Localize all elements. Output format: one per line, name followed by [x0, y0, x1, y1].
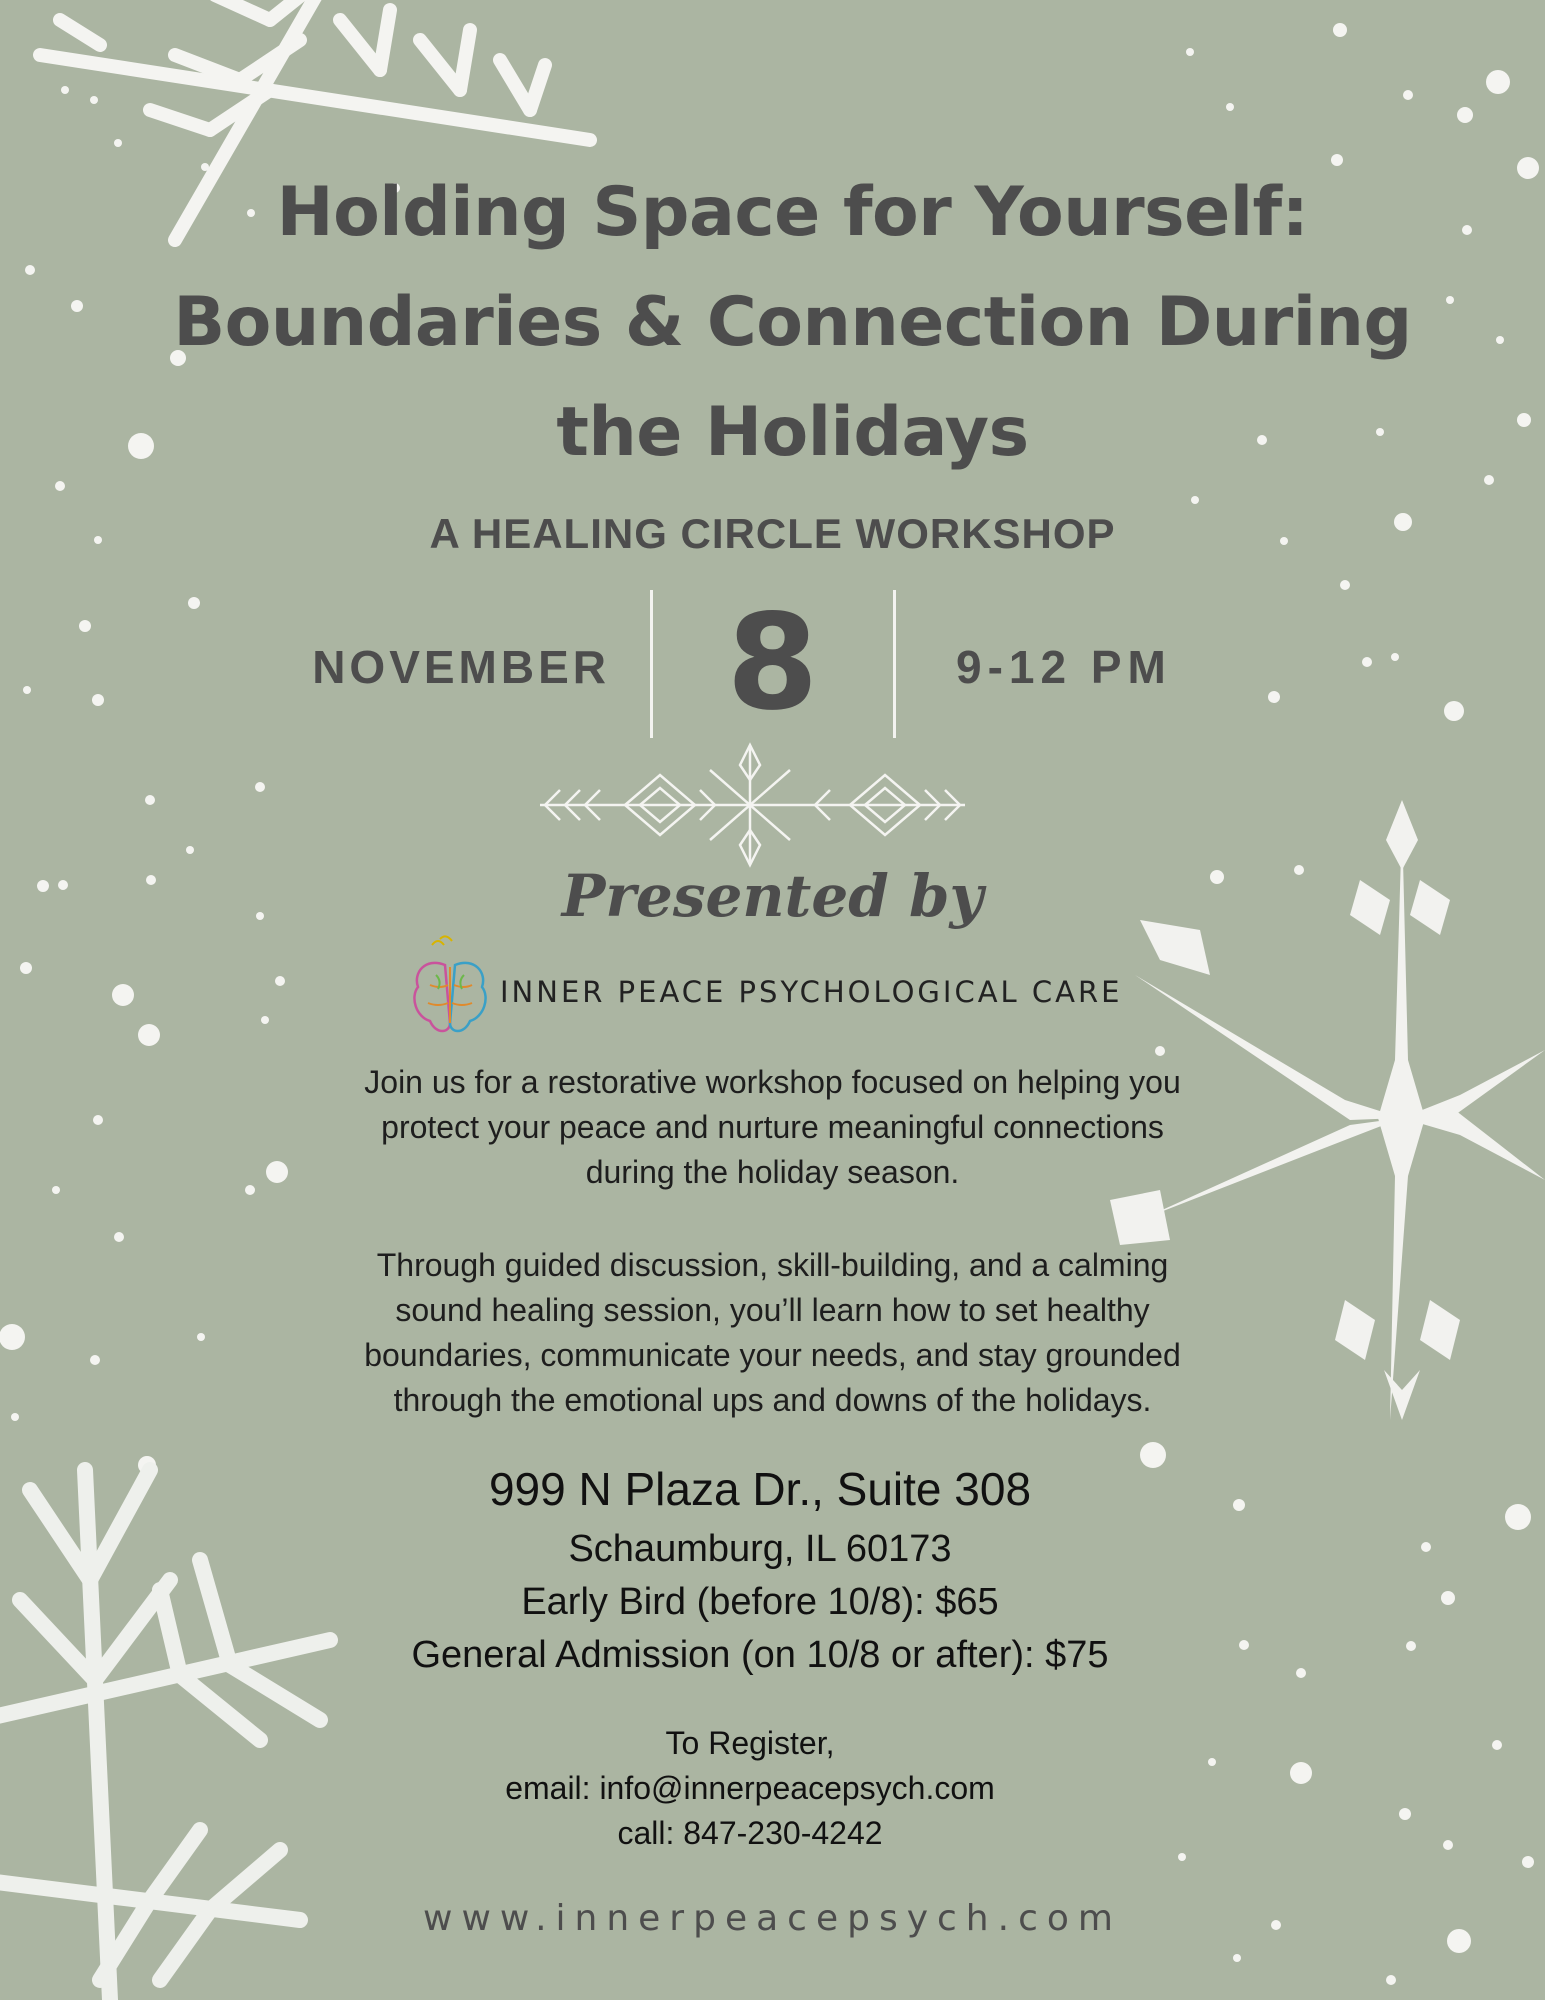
description-line: Through guided discussion, skill-building, and a calming [376, 1247, 1169, 1283]
description-line: boundaries, communicate your needs, and stay grounded [364, 1337, 1181, 1373]
workshop-subtitle: A HEALING CIRCLE WORKSHOP [429, 510, 1116, 557]
organization-name: INNER PEACE PSYCHOLOGICAL CARE [500, 975, 1123, 1009]
date-month: NOVEMBER [312, 641, 610, 693]
description-line: through the emotional ups and downs of the holidays. [393, 1382, 1152, 1418]
title-line-1: Holding Space for Yourself: [276, 173, 1309, 252]
description-line: Join us for a restorative workshop focused on helping you [364, 1064, 1181, 1100]
general-admission-price: General Admission (on 10/8 or after): $75 [411, 1634, 1109, 1676]
date-day: 8 [726, 586, 819, 740]
presented-by-label: Presented by [561, 862, 984, 930]
description-line: sound healing session, you’ll learn how to set healthy [395, 1292, 1150, 1328]
event-time: 9-12 PM [956, 641, 1172, 693]
register-label: To Register, [665, 1725, 835, 1761]
website-link[interactable]: www.innerpeacepsych.com [423, 1898, 1122, 1939]
event-date [0, 586, 1545, 740]
description-line: protect your peace and nurture meaningful connections [381, 1109, 1164, 1145]
title-line-3: the Holidays [556, 393, 1029, 472]
title-line-2: Boundaries & Connection During [173, 283, 1412, 362]
city-address: Schaumburg, IL 60173 [568, 1528, 952, 1570]
description-paragraph-1 [290, 1060, 1255, 1195]
description-line: during the holiday season. [585, 1154, 960, 1190]
register-phone[interactable]: call: 847-230-4242 [617, 1815, 883, 1851]
register-email[interactable]: email: info@innerpeacepsych.com [505, 1770, 995, 1806]
street-address: 999 N Plaza Dr., Suite 308 [488, 1463, 1032, 1515]
brain-logo-icon [410, 935, 490, 1045]
event-title [120, 158, 1465, 488]
early-bird-price: Early Bird (before 10/8): $65 [521, 1581, 999, 1623]
description-paragraph-2 [290, 1243, 1255, 1423]
date-divider [893, 590, 896, 738]
divider-ornament [540, 745, 965, 865]
